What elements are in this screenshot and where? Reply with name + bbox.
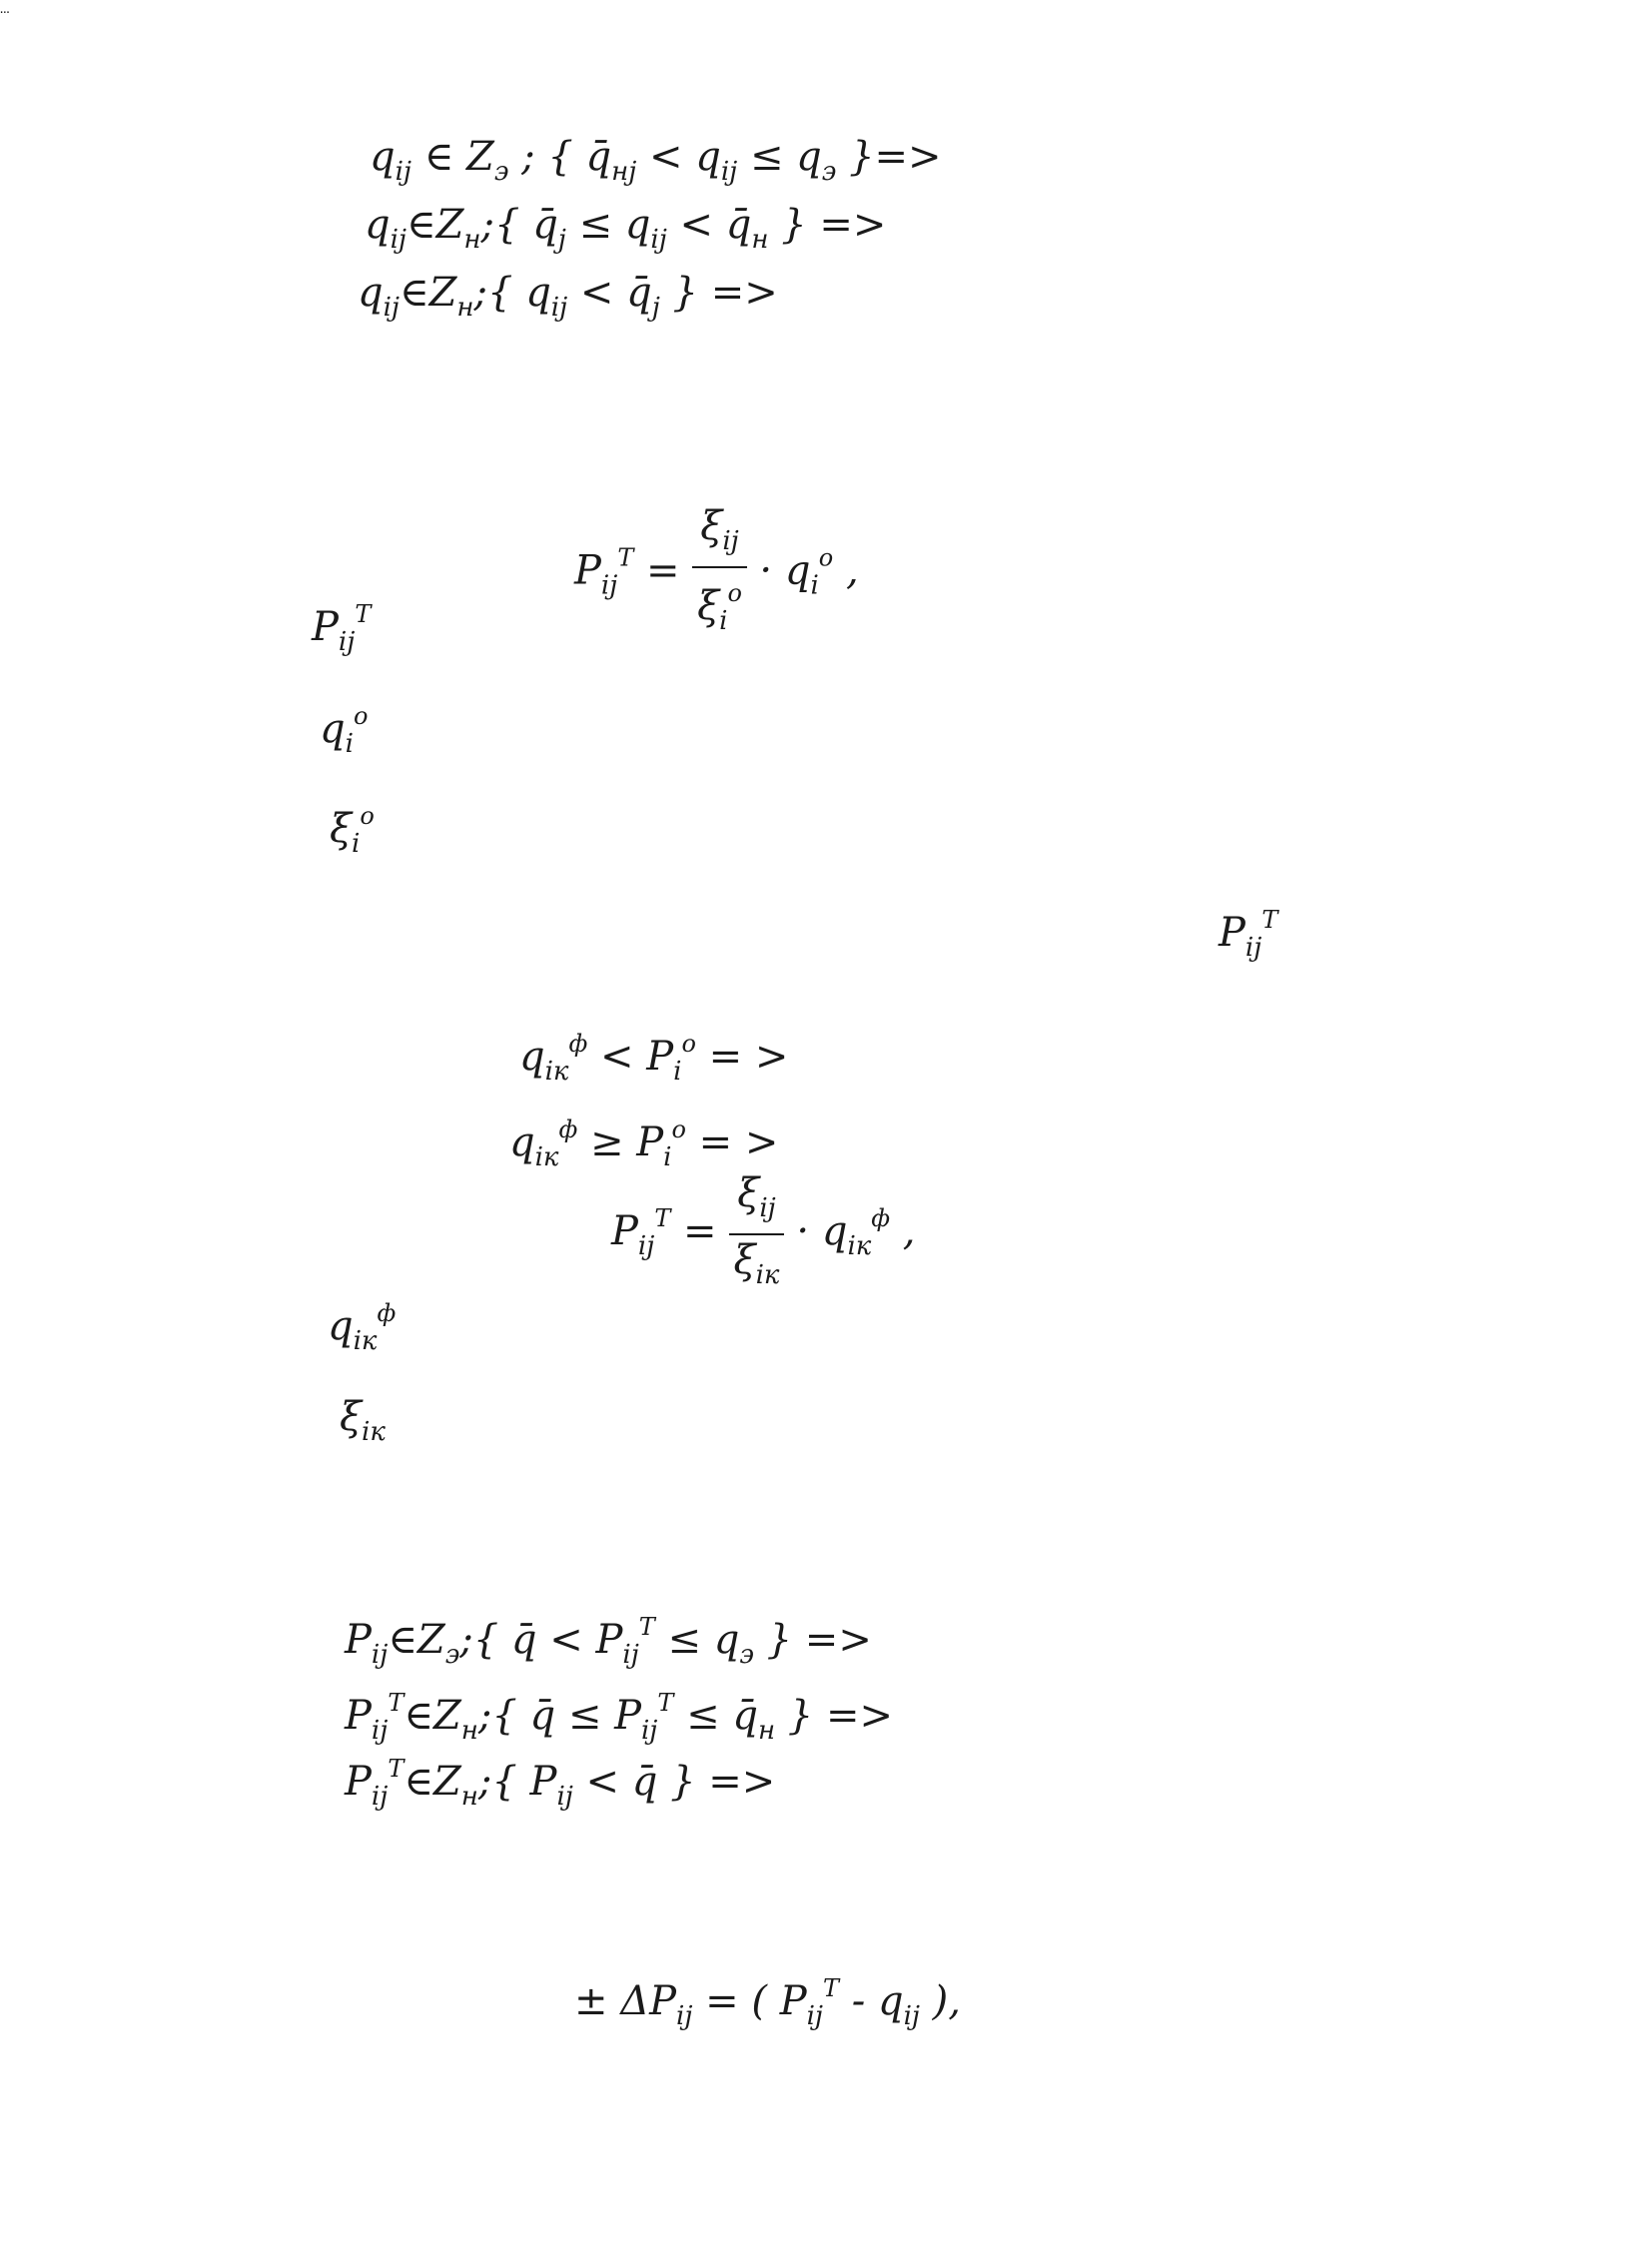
formula-dp-extreme: $P_{ij}\in Z_э$;{ q̄ < $P_{ij}^T \le q_э$ } => (345, 1613, 872, 1670)
formula-case1: $q_{iк}^ф < P_i^o$ = > (519, 1030, 789, 1087)
def-symbol: $\xi_i^o$ (330, 802, 375, 859)
formula-dynamic-potential-2: $P_{ij}^T$ = $\frac{\xi_{ij}}{\xi_{iк}}$ · $q_{iк}^ф$ , (611, 1170, 916, 1290)
heading-symbol: $P_{ij}^T$ (1219, 906, 1278, 963)
formula-dynamic-potential-1: $P_{ij}^T$ = $\frac{\xi_{ij}}{\xi_i^o}$ · $q_i^o$ , (574, 503, 859, 636)
def-symbol: $P_{ij}^T$ (312, 600, 372, 657)
formula-zone-extreme: $q_{ij}$ ∈ $Z_э$ ; { $q̄_{нj} < q_{ij} \le q_э$ }=> (370, 134, 942, 187)
def-symbol: $q_{iк}^ф$ (328, 1299, 397, 1356)
formula-reserve-deficit: ± $\Delta P_{ij}$ = ( $P_{ij}^T - q_{ij}$ ), (574, 1974, 962, 2031)
def-symbol: $\xi_{iк}$ (340, 1394, 386, 1447)
formula-zone-relaxed: $q_{ij}\in Z_н$;{ $q_{ij}$ < $q̄_j$ } => (358, 270, 778, 323)
formula-dp-tense: $P_{ij}^T\in Z_н$;{ q̄ ≤ $P_{ij}^T$ ≤ $q̄_н$ } => (345, 1689, 894, 1746)
def-symbol: $q_i^o$ (320, 702, 369, 759)
formula-dp-relaxed: $P_{ij}^T\in Z_н$;{ $P_{ij}$ < q̄ } => (345, 1755, 776, 1812)
formula-zone-tense: $q_{ij}\in Z_н$;{ $q̄_j \le q_{ij}$ < $q̄_н$ } => (365, 202, 887, 255)
formula-case2: $q_{iк}^ф \ge P_i^o$ = > (509, 1116, 779, 1172)
